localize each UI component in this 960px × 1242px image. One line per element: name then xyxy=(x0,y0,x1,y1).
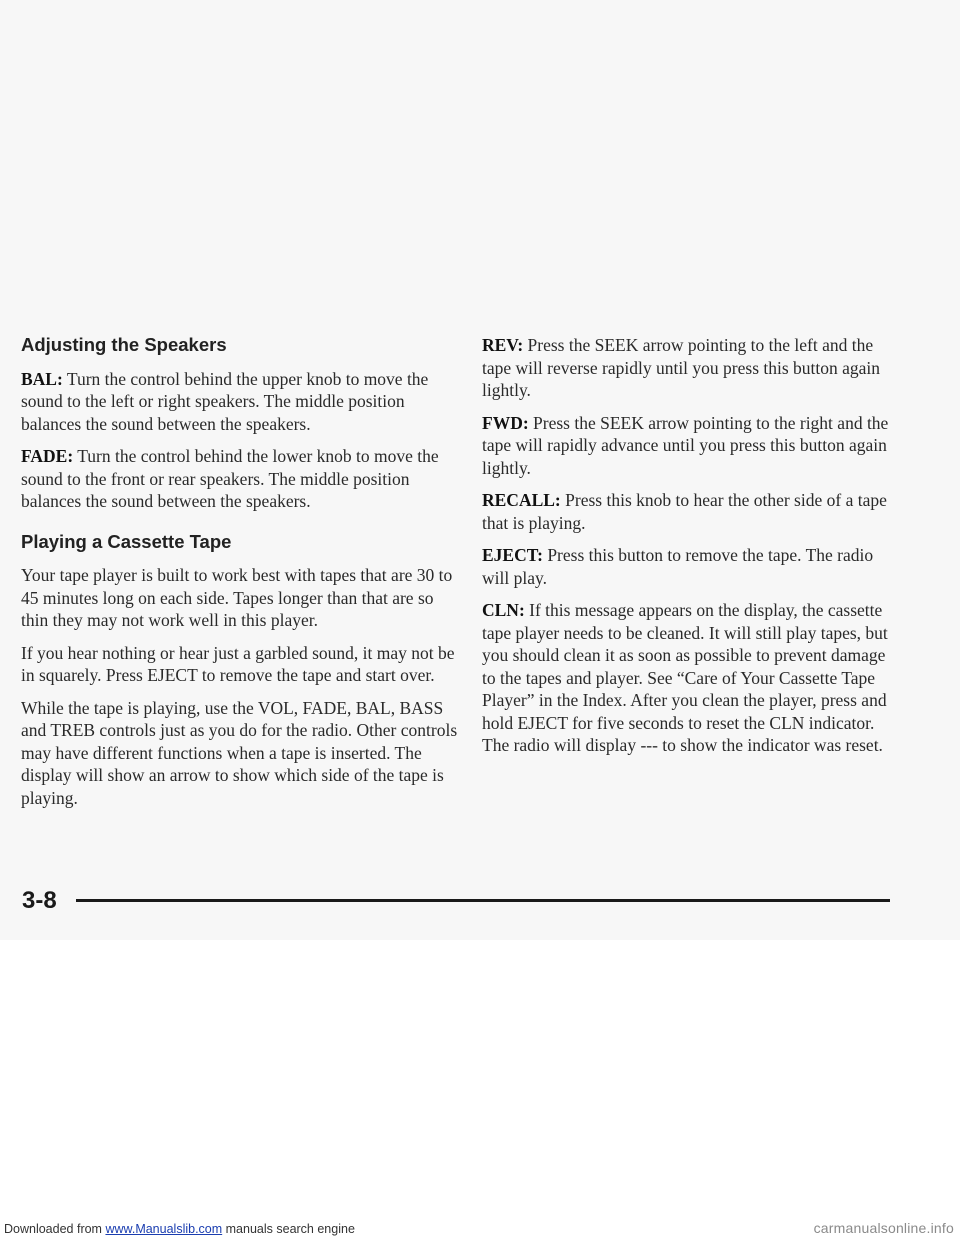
download-banner xyxy=(4,1222,355,1236)
page-number: 3-8 xyxy=(22,887,57,914)
recall-term: RECALL: xyxy=(482,490,561,510)
rev-term: REV: xyxy=(482,335,524,355)
right-column xyxy=(482,334,902,767)
cln-term: CLN: xyxy=(482,600,525,620)
fwd-text: Press the SEEK arrow pointing to the right and the tape will rapidly advance until you press this button again lightly. xyxy=(482,412,889,478)
recall-text: Press this knob to hear the other side of a tape that is playing. xyxy=(482,490,887,533)
heading-playing-cassette: Playing a Cassette Tape xyxy=(21,530,232,552)
eject-paragraph xyxy=(482,544,902,589)
eject-text: Press this button to remove the tape. The radio will play. xyxy=(482,545,874,588)
banner-prefix: Downloaded from xyxy=(4,1222,106,1236)
manualslib-link[interactable]: www.Manualslib.com xyxy=(105,1222,223,1236)
left-column xyxy=(21,334,461,819)
tape-length-paragraph: Your tape player is built to work best with tapes that are 30 to 45 minutes long on each side. Tapes longer than that are so thin they may not work well in this player. xyxy=(21,565,453,630)
cln-paragraph xyxy=(482,599,902,757)
garbled-sound-paragraph: If you hear nothing or hear just a garbled sound, it may not be in squarely. Press EJECT to remove the tape and start over. xyxy=(21,642,455,685)
footer-rule xyxy=(76,899,890,902)
tape-playing-paragraph: While the tape is playing, use the VOL, FADE, BAL, BASS and TREB controls just as you do for the radio. Other controls may have different functions when a tape is inserted. The display will show an arrow to show which side of the tape is playing. xyxy=(21,697,458,808)
fade-term: FADE: xyxy=(21,446,74,466)
bal-term: BAL: xyxy=(21,368,63,389)
fwd-paragraph xyxy=(482,412,902,480)
rev-text: Press the SEEK arrow pointing to the left and the tape will reverse rapidly until you press this button again lightly. xyxy=(482,335,881,400)
bal-text: Turn the control behind the upper knob to move the sound to the left or right speakers. The middle position balances the sound between the speakers. xyxy=(21,368,429,434)
eject-term: EJECT: xyxy=(482,545,543,565)
bal-paragraph xyxy=(21,368,461,436)
banner-suffix: manuals search engine xyxy=(222,1222,355,1236)
watermark-brand: carmanualsonline.info xyxy=(813,1220,954,1236)
fwd-term: FWD: xyxy=(482,412,529,433)
fade-paragraph xyxy=(21,445,461,513)
fade-text: Turn the control behind the lower knob to move the sound to the front or rear speakers. The middle position balances the sound between the speakers. xyxy=(21,446,439,511)
cln-text: If this message appears on the display, the cassette tape player needs to be cleaned. It will still play tapes, but you should clean it as soon as possible to prevent damage to the tapes and player. See “Care of Your Cassette Tape Player” in the Index. After you clean the player, press and hold EJECT for five seconds to reset the CLN indicator. The radio will display --- to show the indicator was reset. xyxy=(482,600,888,755)
heading-adjusting-speakers: Adjusting the Speakers xyxy=(21,334,227,355)
rev-paragraph xyxy=(482,334,902,402)
recall-paragraph xyxy=(482,489,902,534)
